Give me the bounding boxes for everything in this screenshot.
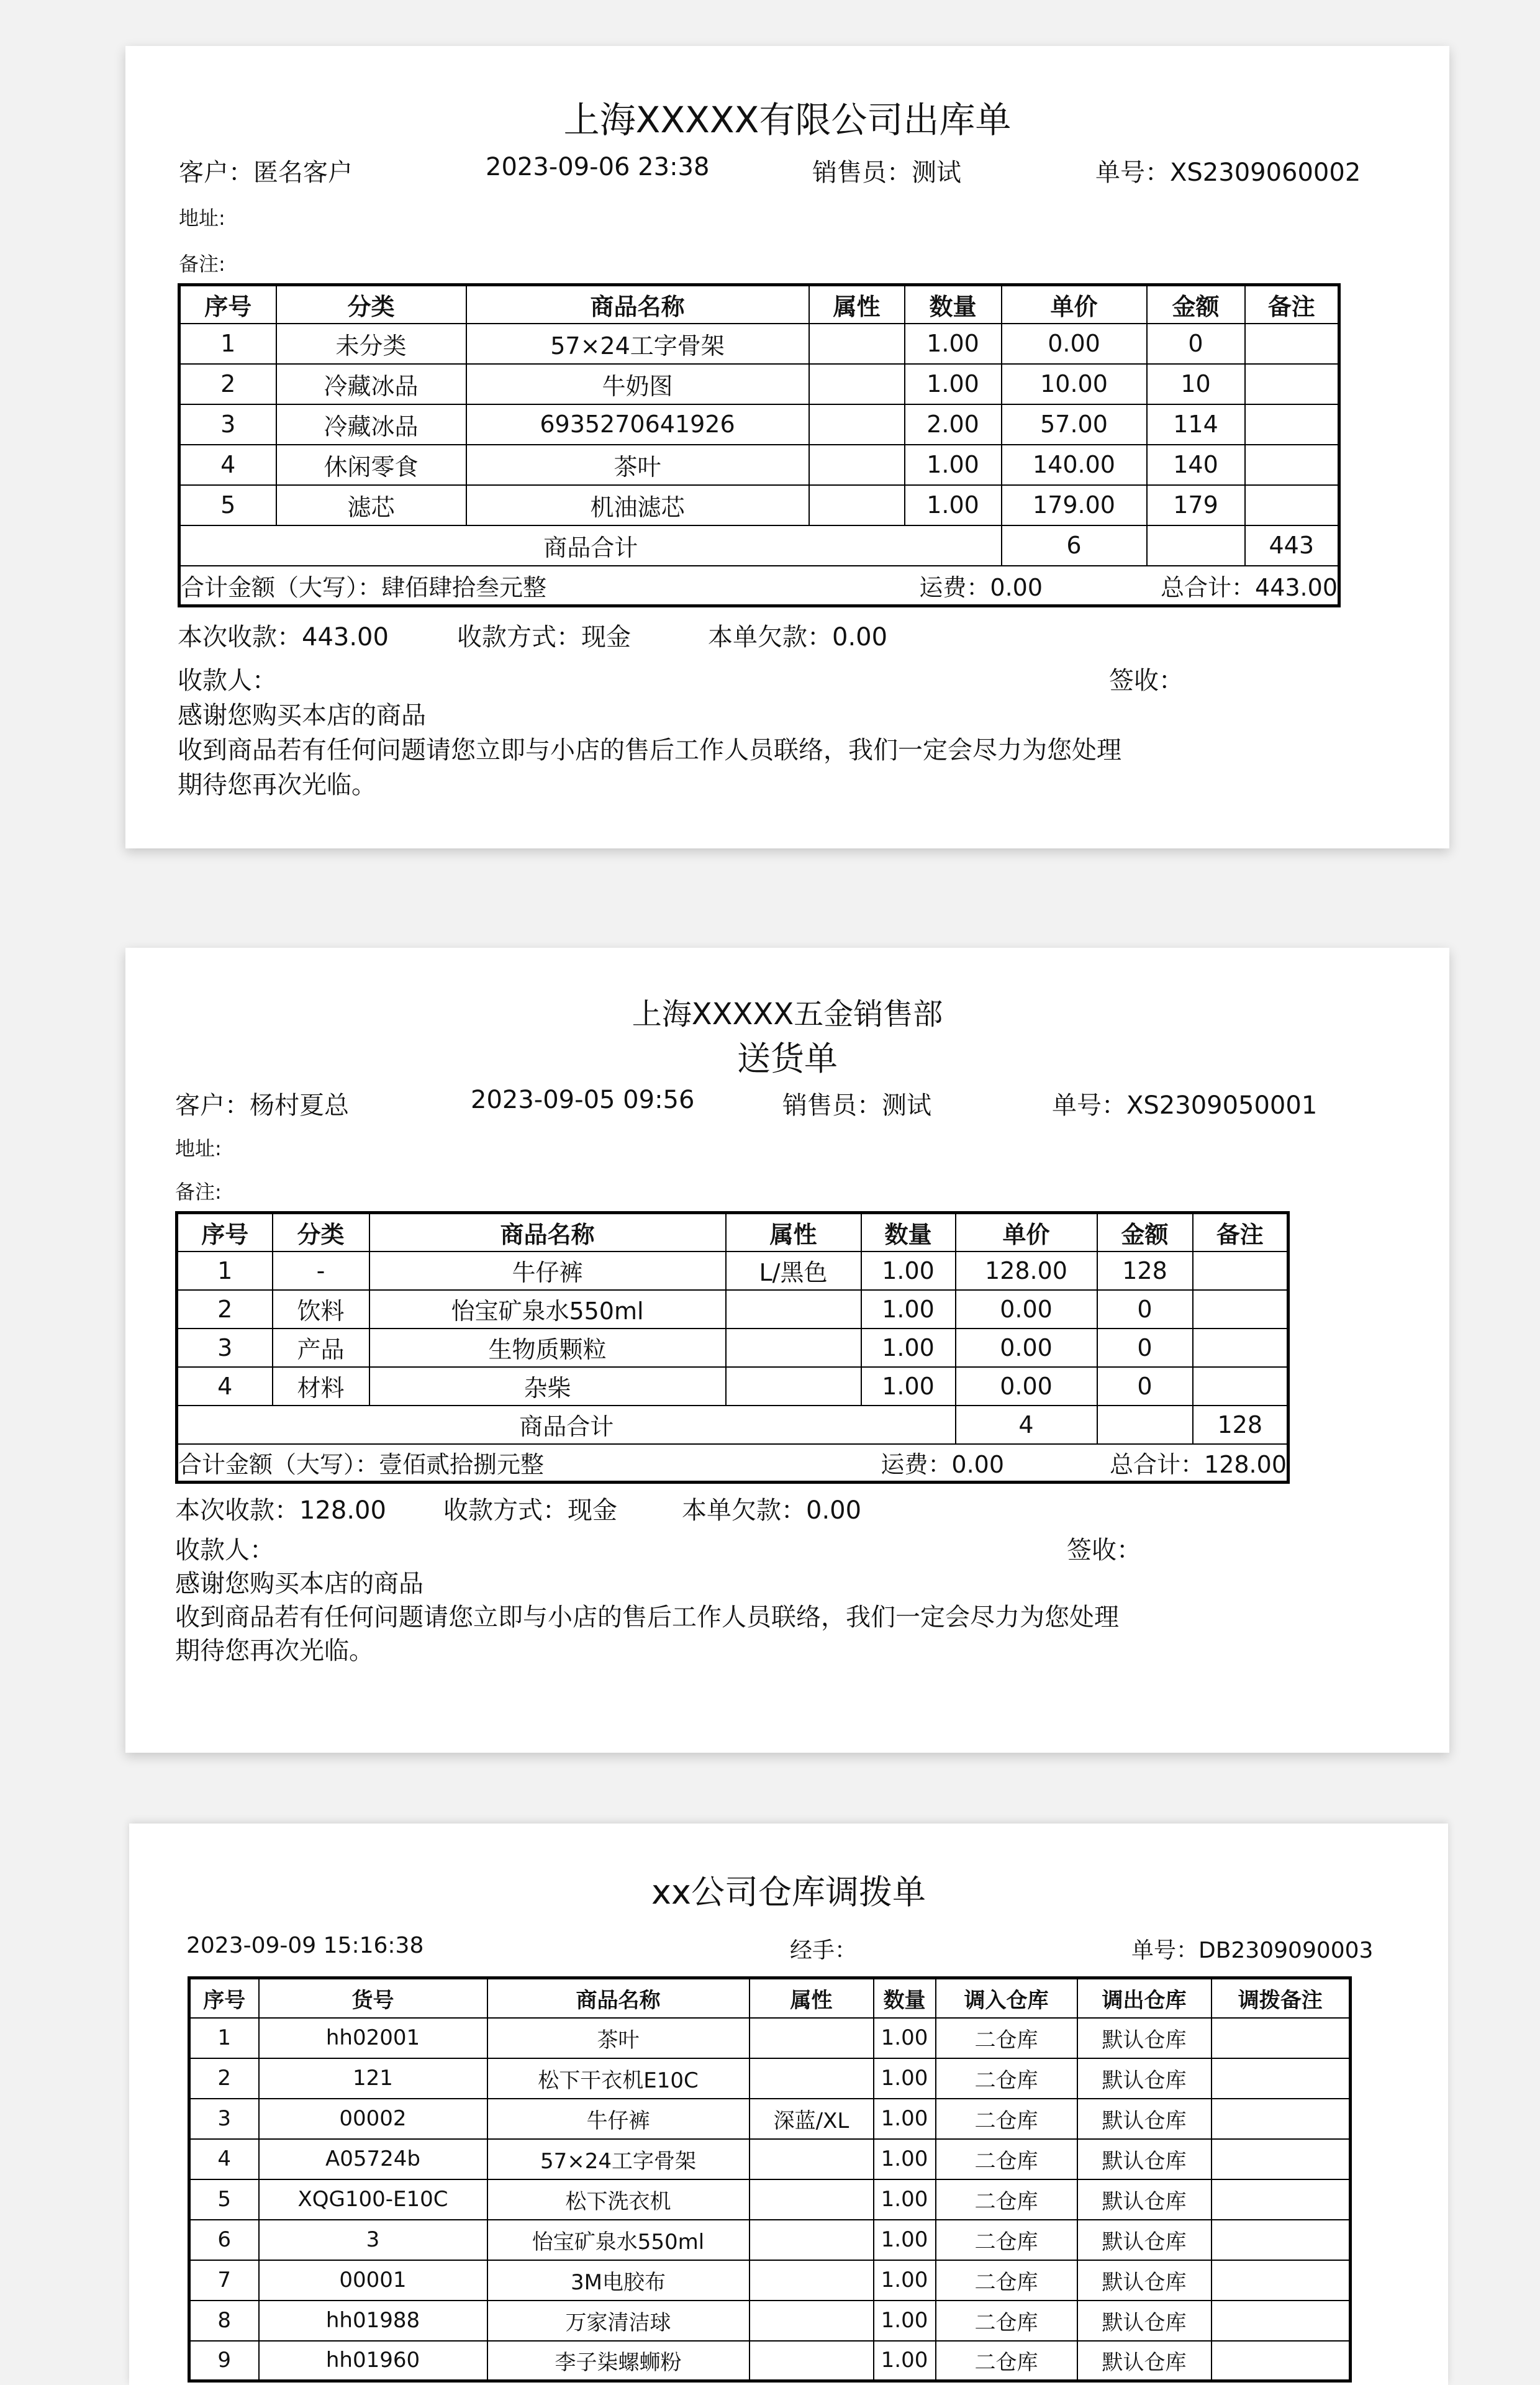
cell: 滤芯	[276, 485, 466, 525]
delivery-title-line1: 上海XXXXX五金销售部	[632, 997, 943, 1032]
table-row	[179, 364, 1339, 404]
cell: 0	[1097, 1367, 1193, 1406]
cell: 默认仓库	[1077, 2139, 1212, 2179]
outbound-owed: 本单欠款：0.00	[708, 623, 888, 652]
subtotal-empty	[1097, 1406, 1193, 1444]
cell: 万家清洁球	[487, 2301, 750, 2341]
table-row	[189, 2220, 1351, 2260]
total-cell	[177, 1444, 1289, 1483]
delivery-title-line2: 送货单	[737, 1039, 838, 1078]
total-cell	[179, 566, 1339, 606]
outbound-welcome: 期待您再次光临。	[178, 771, 376, 799]
table-row	[179, 324, 1339, 364]
cell: 机油滤芯	[466, 485, 809, 525]
delivery-received: 本次收款：128.00	[175, 1496, 386, 1525]
cell: 未分类	[276, 324, 466, 364]
col-attribute: 属性	[750, 1978, 874, 2018]
cell: 生物质颗粒	[369, 1329, 726, 1367]
col-quantity: 数量	[905, 285, 1002, 324]
subtotal-label: 商品合计	[177, 1406, 956, 1444]
cell	[1245, 485, 1339, 525]
delivery-customer: 客户：杨村夏总	[175, 1091, 349, 1120]
cell: 1.00	[874, 2220, 936, 2260]
delivery-thanks: 感谢您购买本店的商品	[175, 1570, 424, 1598]
cell: 二仓库	[936, 2260, 1077, 2301]
outbound-sign: 签收：	[1109, 666, 1184, 695]
cell: 57×24工字骨架	[487, 2139, 750, 2179]
cell: 默认仓库	[1077, 2179, 1212, 2220]
cell: 松下洗衣机	[487, 2179, 750, 2220]
col-note: 备注	[1245, 285, 1339, 324]
delivery-address: 地址:	[175, 1137, 222, 1160]
col-note: 备注	[1193, 1213, 1289, 1252]
cell: 默认仓库	[1077, 2018, 1212, 2058]
cell: 4	[189, 2139, 259, 2179]
table-row	[189, 2139, 1351, 2179]
col-index: 序号	[177, 1213, 273, 1252]
cell	[750, 2058, 874, 2099]
cell: 00002	[259, 2099, 487, 2139]
cell: hh01988	[259, 2301, 487, 2341]
cell: 6935270641926	[466, 404, 809, 445]
delivery-notice: 收到商品若有任何问题请您立即与小店的售后工作人员联络，我们一定会尽力为您处理	[175, 1603, 1119, 1632]
cell: 怡宝矿泉水550ml	[487, 2220, 750, 2260]
cell: XQG100-E10C	[259, 2179, 487, 2220]
outbound-sheet	[125, 46, 1449, 848]
cell: 休闲零食	[276, 445, 466, 485]
subtotal-amount: 128	[1193, 1406, 1289, 1444]
cell: 4	[179, 445, 276, 485]
cell: 1.00	[861, 1290, 956, 1329]
cell: 牛仔裤	[487, 2099, 750, 2139]
cell: 1.00	[874, 2018, 936, 2058]
cell	[1212, 2301, 1351, 2341]
cell	[1212, 2220, 1351, 2260]
cell: hh01960	[259, 2341, 487, 2381]
table-row	[189, 2301, 1351, 2341]
cell: 1.00	[905, 364, 1002, 404]
delivery-owed: 本单欠款：0.00	[682, 1496, 862, 1525]
cell: 产品	[273, 1329, 369, 1367]
cell	[1193, 1290, 1289, 1329]
amount-in-words: 合计金额（大写）：肆佰肆拾叁元整	[181, 573, 547, 601]
cell: 二仓库	[936, 2058, 1077, 2099]
delivery-sign: 签收：	[1067, 1536, 1141, 1565]
outbound-payee: 收款人：	[178, 666, 277, 695]
cell: 二仓库	[936, 2341, 1077, 2381]
col-product-name: 商品名称	[466, 285, 809, 324]
col-to-warehouse: 调入仓库	[936, 1978, 1077, 2018]
cell: 茶叶	[487, 2018, 750, 2058]
cell: 3	[177, 1329, 273, 1367]
cell: 179	[1147, 485, 1245, 525]
cell: 二仓库	[936, 2220, 1077, 2260]
col-index: 序号	[179, 285, 276, 324]
cell	[1212, 2018, 1351, 2058]
cell: 0.00	[956, 1290, 1097, 1329]
table-row	[189, 2099, 1351, 2139]
cell	[809, 485, 905, 525]
cell: 2.00	[905, 404, 1002, 445]
cell: 默认仓库	[1077, 2301, 1212, 2341]
freight: 运费：0.00	[881, 1451, 1005, 1479]
delivery-pay-method: 收款方式：现金	[443, 1496, 617, 1525]
cell: 3	[189, 2099, 259, 2139]
freight: 运费：0.00	[919, 573, 1043, 601]
cell	[750, 2301, 874, 2341]
cell: 10.00	[1002, 364, 1147, 404]
cell	[1212, 2179, 1351, 2220]
grand-total: 总合计：128.00	[1110, 1451, 1287, 1479]
cell	[1212, 2341, 1351, 2381]
amount-in-words: 合计金额（大写）：壹佰贰拾捌元整	[178, 1451, 545, 1479]
transfer-table	[188, 1976, 1352, 2383]
cell: 2	[177, 1290, 273, 1329]
delivery-payee: 收款人：	[175, 1536, 274, 1565]
total-row	[179, 566, 1339, 606]
transfer-sheet	[129, 1824, 1448, 2385]
outbound-address: 地址:	[179, 206, 225, 230]
delivery-header-row	[177, 1213, 1289, 1252]
col-quantity: 数量	[874, 1978, 936, 2018]
col-index: 序号	[189, 1978, 259, 2018]
cell: 2	[189, 2058, 259, 2099]
cell: 1.00	[874, 2301, 936, 2341]
cell: 1.00	[905, 485, 1002, 525]
cell: 6	[189, 2220, 259, 2260]
outbound-datetime: 2023-09-06 23:38	[486, 153, 710, 181]
outbound-title: 上海XXXXX有限公司出库单	[563, 99, 1012, 141]
cell: 7	[189, 2260, 259, 2301]
col-unit-price: 单价	[956, 1213, 1097, 1252]
outbound-pay-method: 收款方式：现金	[457, 623, 631, 652]
col-product-name: 商品名称	[487, 1978, 750, 2018]
cell: 140.00	[1002, 445, 1147, 485]
cell: 1.00	[874, 2260, 936, 2301]
table-row	[189, 2341, 1351, 2381]
delivery-order-no: 单号：XS2309050001	[1052, 1091, 1318, 1120]
cell: 怡宝矿泉水550ml	[369, 1290, 726, 1329]
subtotal-row	[177, 1406, 1289, 1444]
cell: 1.00	[874, 2139, 936, 2179]
cell: 1.00	[861, 1252, 956, 1290]
col-amount: 金额	[1147, 285, 1245, 324]
transfer-datetime: 2023-09-09 15:16:38	[186, 1933, 424, 1958]
grand-total: 总合计：443.00	[1161, 573, 1338, 601]
cell: 5	[179, 485, 276, 525]
cell: 二仓库	[936, 2301, 1077, 2341]
delivery-datetime: 2023-09-05 09:56	[471, 1086, 695, 1114]
table-row	[179, 485, 1339, 525]
cell	[750, 2341, 874, 2381]
subtotal-amount: 443	[1245, 525, 1339, 566]
col-attribute: 属性	[726, 1213, 861, 1252]
transfer-header-row	[189, 1978, 1351, 2018]
cell: 0.00	[956, 1329, 1097, 1367]
outbound-received: 本次收款：443.00	[178, 623, 389, 652]
cell	[1212, 2139, 1351, 2179]
cell: 牛奶图	[466, 364, 809, 404]
cell: 1.00	[874, 2058, 936, 2099]
cell: 默认仓库	[1077, 2220, 1212, 2260]
cell: 57×24工字骨架	[466, 324, 809, 364]
table-row	[189, 2260, 1351, 2301]
cell: 0.00	[1002, 324, 1147, 364]
table-row	[189, 2179, 1351, 2220]
cell	[1193, 1329, 1289, 1367]
cell: 1.00	[861, 1329, 956, 1367]
cell: hh02001	[259, 2018, 487, 2058]
cell: 2	[179, 364, 276, 404]
cell: 1	[177, 1252, 273, 1290]
table-row	[189, 2018, 1351, 2058]
cell	[750, 2018, 874, 2058]
cell: 3	[259, 2220, 487, 2260]
cell	[750, 2260, 874, 2301]
cell: 128	[1097, 1252, 1193, 1290]
cell: 二仓库	[936, 2139, 1077, 2179]
cell: 3M电胶布	[487, 2260, 750, 2301]
cell: L/黑色	[726, 1252, 861, 1290]
cell: 牛仔裤	[369, 1252, 726, 1290]
outbound-salesperson: 销售员：测试	[812, 158, 961, 187]
cell: 0.00	[956, 1367, 1097, 1406]
cell	[809, 364, 905, 404]
col-product-name: 商品名称	[369, 1213, 726, 1252]
cell: 饮料	[273, 1290, 369, 1329]
cell: 深蓝/XL	[750, 2099, 874, 2139]
col-transfer-note: 调拨备注	[1212, 1978, 1351, 2018]
cell: 1	[189, 2018, 259, 2058]
table-row	[177, 1329, 1289, 1367]
cell	[750, 2179, 874, 2220]
cell	[1245, 404, 1339, 445]
cell	[1212, 2260, 1351, 2301]
col-attribute: 属性	[809, 285, 905, 324]
cell: 1.00	[874, 2179, 936, 2220]
col-sku: 货号	[259, 1978, 487, 2018]
cell: 默认仓库	[1077, 2058, 1212, 2099]
cell	[1193, 1252, 1289, 1290]
cell: 0	[1147, 324, 1245, 364]
delivery-remark: 备注:	[175, 1180, 222, 1204]
table-row	[189, 2058, 1351, 2099]
transfer-handler: 经手：	[790, 1938, 858, 1963]
cell: 1.00	[905, 324, 1002, 364]
cell: 121	[259, 2058, 487, 2099]
cell: 杂柴	[369, 1367, 726, 1406]
cell: 冷藏冰品	[276, 404, 466, 445]
cell	[1245, 324, 1339, 364]
delivery-sheet	[125, 948, 1449, 1753]
cell: 默认仓库	[1077, 2341, 1212, 2381]
cell	[726, 1329, 861, 1367]
cell: 128.00	[956, 1252, 1097, 1290]
subtotal-qty: 6	[1002, 525, 1147, 566]
cell	[809, 324, 905, 364]
delivery-welcome: 期待您再次光临。	[175, 1637, 374, 1665]
cell: 二仓库	[936, 2018, 1077, 2058]
cell	[1212, 2099, 1351, 2139]
cell: 140	[1147, 445, 1245, 485]
cell: 二仓库	[936, 2179, 1077, 2220]
cell: 默认仓库	[1077, 2099, 1212, 2139]
cell	[726, 1290, 861, 1329]
col-category: 分类	[276, 285, 466, 324]
cell	[726, 1367, 861, 1406]
delivery-table	[175, 1211, 1290, 1484]
col-category: 分类	[273, 1213, 369, 1252]
cell	[1245, 364, 1339, 404]
cell: 李子柒螺蛳粉	[487, 2341, 750, 2381]
cell: 179.00	[1002, 485, 1147, 525]
cell: 茶叶	[466, 445, 809, 485]
col-unit-price: 单价	[1002, 285, 1147, 324]
cell: 114	[1147, 404, 1245, 445]
cell: 00001	[259, 2260, 487, 2301]
subtotal-row	[179, 525, 1339, 566]
cell: 松下干衣机E10C	[487, 2058, 750, 2099]
table-row	[177, 1252, 1289, 1290]
cell	[750, 2220, 874, 2260]
cell: 0	[1097, 1290, 1193, 1329]
cell: 57.00	[1002, 404, 1147, 445]
cell: 默认仓库	[1077, 2260, 1212, 2301]
outbound-remark: 备注:	[179, 252, 225, 276]
table-row	[179, 404, 1339, 445]
cell	[1245, 445, 1339, 485]
cell: 4	[177, 1367, 273, 1406]
col-quantity: 数量	[861, 1213, 956, 1252]
outbound-order-no: 单号：XS2309060002	[1095, 158, 1361, 187]
outbound-notice: 收到商品若有任何问题请您立即与小店的售后工作人员联络，我们一定会尽力为您处理	[178, 736, 1121, 765]
cell: -	[273, 1252, 369, 1290]
cell: 1.00	[874, 2099, 936, 2139]
cell: 1.00	[861, 1367, 956, 1406]
cell: 冷藏冰品	[276, 364, 466, 404]
cell: 1	[179, 324, 276, 364]
cell	[1193, 1367, 1289, 1406]
table-row	[179, 445, 1339, 485]
total-row	[177, 1444, 1289, 1483]
cell	[809, 404, 905, 445]
transfer-order-no: 单号：DB2309090003	[1131, 1938, 1374, 1963]
transfer-title: xx公司仓库调拨单	[651, 1873, 926, 1912]
table-row	[177, 1367, 1289, 1406]
subtotal-qty: 4	[956, 1406, 1097, 1444]
col-amount: 金额	[1097, 1213, 1193, 1252]
cell: A05724b	[259, 2139, 487, 2179]
cell	[1212, 2058, 1351, 2099]
cell	[750, 2139, 874, 2179]
delivery-salesperson: 销售员：测试	[782, 1091, 931, 1120]
subtotal-empty	[1147, 525, 1245, 566]
outbound-thanks: 感谢您购买本店的商品	[178, 701, 426, 730]
cell: 10	[1147, 364, 1245, 404]
outbound-table	[178, 283, 1341, 607]
outbound-customer: 客户：匿名客户	[179, 158, 353, 187]
subtotal-label: 商品合计	[179, 525, 1002, 566]
outbound-header-row	[179, 285, 1339, 324]
cell: 9	[189, 2341, 259, 2381]
cell: 8	[189, 2301, 259, 2341]
table-row	[177, 1290, 1289, 1329]
cell: 5	[189, 2179, 259, 2220]
cell: 0	[1097, 1329, 1193, 1367]
cell: 1.00	[874, 2341, 936, 2381]
cell: 二仓库	[936, 2099, 1077, 2139]
cell: 1.00	[905, 445, 1002, 485]
cell	[809, 445, 905, 485]
col-from-warehouse: 调出仓库	[1077, 1978, 1212, 2018]
cell: 3	[179, 404, 276, 445]
cell: 材料	[273, 1367, 369, 1406]
